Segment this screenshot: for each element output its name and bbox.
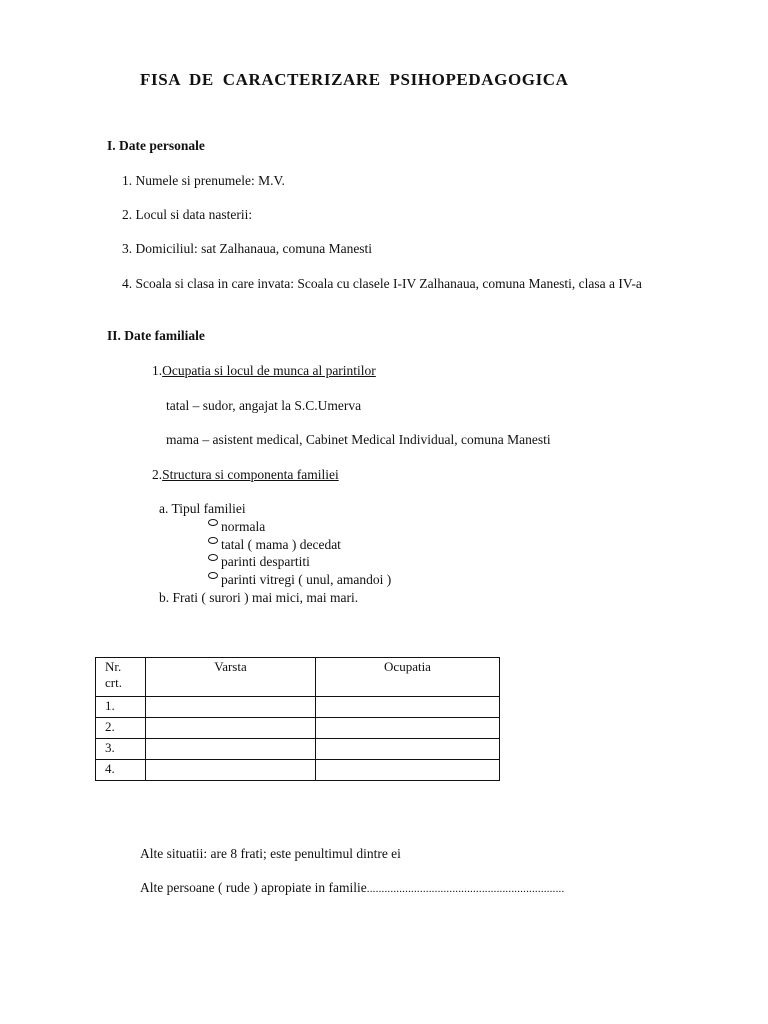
parents-occupation-label: Ocupatia si locul de munca al parintilor	[162, 363, 376, 378]
row-number: 1.	[96, 697, 146, 718]
header-nr: Nr.	[105, 659, 122, 674]
parents-occupation-heading	[152, 363, 376, 379]
option-bullet-icon	[208, 572, 218, 579]
family-structure-heading	[152, 467, 339, 483]
age-cell	[146, 697, 316, 718]
header-varsta: Varsta	[146, 658, 316, 697]
header-nr-crt	[96, 658, 146, 697]
father-occupation-line: tatal – sudor, angajat la S.C.Umerva	[166, 398, 362, 413]
family-structure-number: 2.	[152, 467, 163, 482]
section-personal-data-heading: I. Date personale	[107, 138, 205, 153]
personal-school-line: 4. Scoala si clasa in care invata: Scoala cu clasele I-IV Zalhanaua, comuna Manesti, clasa a IV-a	[122, 276, 642, 291]
table-row	[96, 697, 500, 718]
siblings-table	[95, 657, 500, 781]
header-crt: crt.	[105, 675, 122, 690]
option-bullet-icon	[208, 537, 218, 544]
option-bullet-icon	[208, 554, 218, 561]
age-cell	[146, 739, 316, 760]
age-cell	[146, 718, 316, 739]
occupation-cell	[316, 739, 500, 760]
table-row	[96, 718, 500, 739]
option-bullet-icon	[208, 519, 218, 526]
personal-name-line: 1. Numele si prenumele: M.V.	[122, 173, 285, 188]
siblings-label: b. Frati ( surori ) mai mici, mai mari.	[159, 590, 359, 605]
parents-occupation-number: 1.	[152, 363, 163, 378]
mother-occupation-line: mama – asistent medical, Cabinet Medical Individual, comuna Manesti	[166, 432, 551, 447]
document-title: FISA DE CARACTERIZARE PSIHOPEDAGOGICA	[140, 70, 569, 89]
occupation-cell	[316, 760, 500, 781]
family-type-option: tatal ( mama ) decedat	[221, 537, 341, 552]
row-number: 2.	[96, 718, 146, 739]
close-relatives-line	[140, 880, 564, 896]
occupation-cell	[316, 718, 500, 739]
fill-in-dots: ...................................................................	[366, 883, 565, 895]
header-ocupatia: Ocupatia	[316, 658, 500, 697]
family-type-option: normala	[221, 519, 266, 534]
table-row	[96, 739, 500, 760]
family-type-option: parinti despartiti	[221, 554, 310, 569]
section-family-data-heading: II. Date familiale	[107, 328, 205, 343]
table-row	[96, 760, 500, 781]
occupation-cell	[316, 697, 500, 718]
row-number: 4.	[96, 760, 146, 781]
row-number: 3.	[96, 739, 146, 760]
table-header-row	[96, 658, 500, 697]
close-relatives-label: Alte persoane ( rude ) apropiate in familie	[140, 880, 367, 895]
family-type-option: parinti vitregi ( unul, amandoi )	[221, 572, 392, 587]
other-situations-line: Alte situatii: are 8 frati; este penultimul dintre ei	[140, 846, 401, 861]
family-type-label: a. Tipul familiei	[159, 501, 246, 516]
family-structure-label: Structura si componenta familiei	[162, 467, 339, 482]
age-cell	[146, 760, 316, 781]
personal-birth-line: 2. Locul si data nasterii:	[122, 207, 253, 222]
personal-address-line: 3. Domiciliul: sat Zalhanaua, comuna Manesti	[122, 241, 373, 256]
